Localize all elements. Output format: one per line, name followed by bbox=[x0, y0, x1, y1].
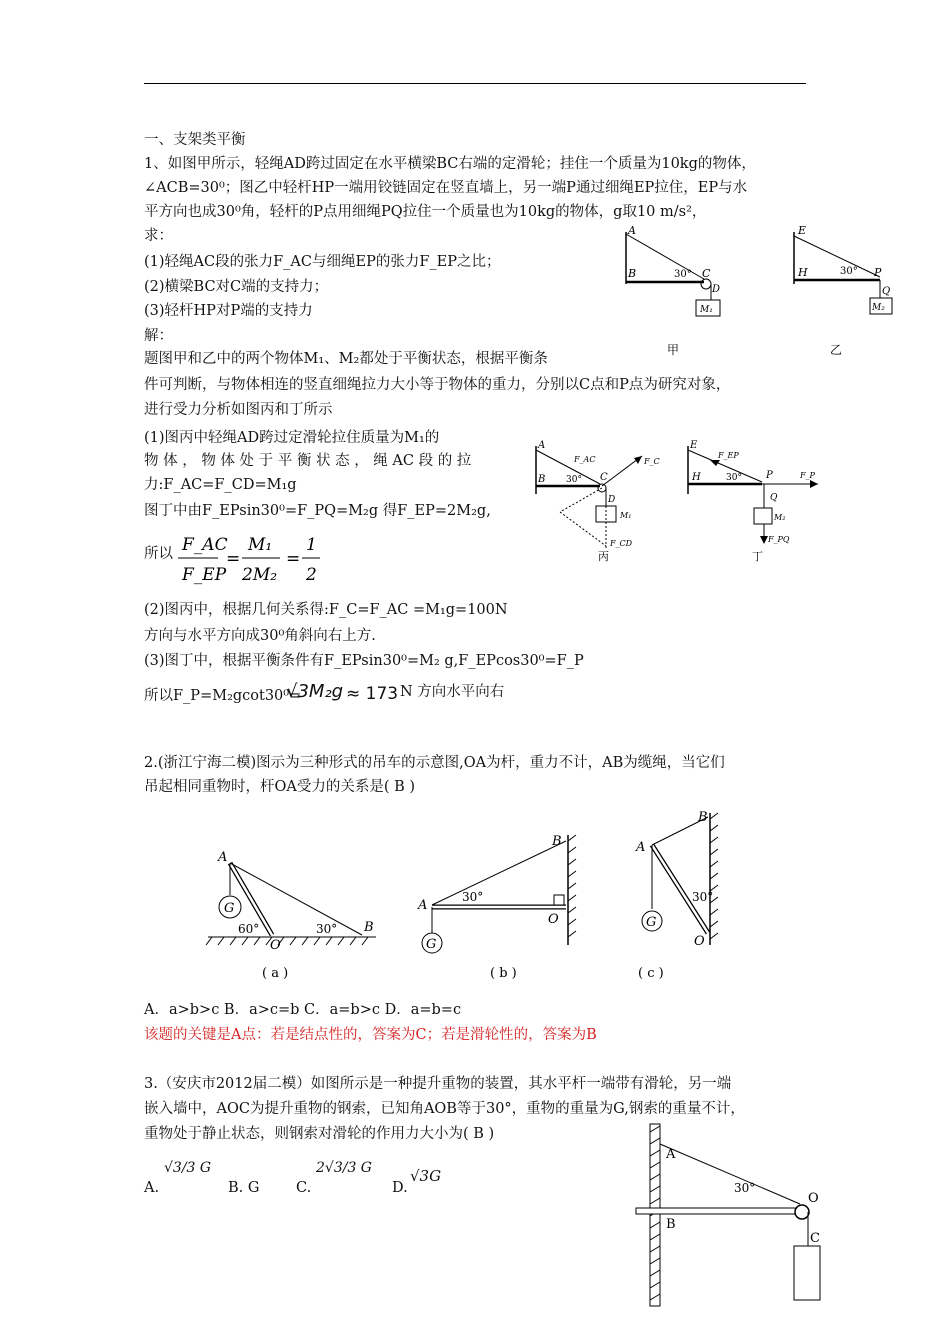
q1-line-1: 1、如图甲所示，轻绳AD跨过固定在水平横梁BC右端的定滑轮；挂住一个质量为10kg的物体， bbox=[144, 156, 756, 172]
svg-text:H: H bbox=[798, 266, 808, 279]
svg-text:甲: 甲 bbox=[667, 343, 680, 357]
frac-eq2: = bbox=[286, 549, 301, 569]
svg-text:B: B bbox=[666, 1217, 676, 1232]
svg-text:30°: 30° bbox=[316, 922, 338, 936]
q1-line-6: (2)横梁BC对C端的支持力； bbox=[144, 279, 329, 295]
svg-text:O: O bbox=[808, 1191, 819, 1206]
svg-text:H: H bbox=[692, 472, 701, 483]
frac-eq1: = bbox=[226, 549, 241, 569]
svg-text:B: B bbox=[552, 834, 562, 849]
q2-line-2: 吊起相同重物时，杆OA受力的关系是( B ) bbox=[144, 779, 416, 795]
svg-text:30°: 30° bbox=[726, 473, 742, 483]
svg-text:( c ): ( c ) bbox=[638, 966, 664, 981]
figure-q2 bbox=[200, 805, 740, 990]
frac-num1: F_AC bbox=[182, 535, 228, 555]
q2-options: A．a>b>c B．a>c=b C．a=b>c D．a=b=c bbox=[144, 1002, 462, 1018]
q1-line-5: (1)轻绳AC段的张力F_AC与细绳EP的张力F_EP之比； bbox=[144, 254, 501, 270]
q3-option-a: A. bbox=[144, 1180, 160, 1196]
q1-line-13: 物 体 ， 物 体 处 于 平 衡 状 态 ， 绳 AC 段 的 拉 bbox=[144, 453, 472, 469]
svg-text:M₁: M₁ bbox=[620, 511, 632, 520]
svg-text:D: D bbox=[608, 495, 616, 505]
q1-line-19: (3)图丁中，根据平衡条件有F_EPsin30⁰=M₂ g,F_EPcos30⁰=F_P bbox=[144, 653, 584, 669]
svg-text:M₁: M₁ bbox=[700, 305, 713, 315]
q3-line-1: 3.（安庆市2012届二模）如图所示是一种提升重物的装置，其水平杆一端带有滑轮，另一端 bbox=[144, 1076, 732, 1092]
q1-line-20: 所以F_P=M₂gcot30⁰= bbox=[144, 688, 302, 704]
svg-text:B: B bbox=[628, 267, 637, 280]
q3-option-b: B. G bbox=[228, 1180, 260, 1196]
q1-line-21: N 方向水平向右 bbox=[400, 684, 505, 700]
figure-jia-yi bbox=[612, 222, 891, 362]
svg-text:A: A bbox=[538, 440, 546, 451]
frac-result-den: 2 bbox=[306, 565, 317, 585]
q1-line-9: 题图甲和乙中的两个物体M₁、M₂都处于平衡状态，根据平衡条 bbox=[144, 351, 548, 367]
svg-text:B: B bbox=[364, 920, 374, 935]
q3-line-3: 重物处于静止状态，则钢索对滑轮的作用力大小为( B ) bbox=[144, 1126, 495, 1142]
svg-text:乙: 乙 bbox=[830, 343, 843, 357]
approx-value: ≈ 173 bbox=[346, 684, 399, 704]
svg-text:F_PQ: F_PQ bbox=[768, 535, 790, 544]
svg-text:E: E bbox=[798, 224, 807, 237]
section-title: 一、支架类平衡 bbox=[144, 132, 246, 148]
q3-option-d-value: √3G bbox=[410, 1167, 442, 1185]
svg-text:( b ): ( b ) bbox=[490, 966, 517, 981]
svg-text:F_AC: F_AC bbox=[574, 455, 596, 464]
svg-text:E: E bbox=[690, 440, 698, 451]
q3-option-a-value: √3/3 G bbox=[164, 1160, 212, 1176]
svg-text:G: G bbox=[646, 915, 657, 930]
header-rule bbox=[144, 83, 806, 84]
svg-text:F_CD: F_CD bbox=[610, 539, 633, 548]
svg-text:F_P: F_P bbox=[800, 471, 815, 480]
svg-text:A: A bbox=[628, 224, 636, 237]
q2-key-note: 该题的关键是A点：若是结点性的，答案为C；若是滑轮性的，答案为B bbox=[144, 1027, 597, 1043]
svg-text:30°: 30° bbox=[462, 890, 484, 904]
q1-line-2: ∠ACB=30⁰；图乙中轻杆HP一端用铰链固定在竖直墙上，另一端P通过细绳EP拉住，EP与水 bbox=[144, 180, 748, 196]
svg-text:Q: Q bbox=[882, 286, 891, 297]
q1-line-4: 求： bbox=[144, 228, 173, 244]
svg-text:Q: Q bbox=[770, 493, 778, 503]
q1-line-8: 解： bbox=[144, 328, 173, 344]
svg-text:G: G bbox=[224, 901, 235, 916]
svg-text:G: G bbox=[426, 937, 437, 952]
q1-line-12: (1)图丙中轻绳AD跨过定滑轮拉住质量为M₁的 bbox=[144, 430, 440, 446]
svg-text:A: A bbox=[418, 898, 428, 913]
q1-line-14: 力:F_AC=F_CD=M₁g bbox=[144, 477, 297, 493]
q3-option-c: C. bbox=[296, 1180, 312, 1196]
svg-text:F_EP: F_EP bbox=[718, 451, 739, 460]
q1-line-10: 件可判断，与物体相连的竖直细绳拉力大小等于物体的重力，分别以C点和P点为研究对象， bbox=[144, 377, 731, 393]
svg-text:( a ): ( a ) bbox=[262, 966, 289, 981]
q1-line-7: (3)轻杆HP对P端的支持力 bbox=[144, 303, 313, 319]
svg-text:M₂: M₂ bbox=[872, 303, 885, 313]
frac-num2: M₁ bbox=[248, 535, 273, 555]
svg-text:30°: 30° bbox=[692, 890, 714, 904]
svg-text:O: O bbox=[548, 912, 559, 927]
q1-line-16: 所以 bbox=[144, 546, 173, 562]
q1-line-3: 平方向也成30⁰角，轻杆的P点用细绳PQ拉住一个质量也为10kg的物体，g取10 m/s²， bbox=[144, 204, 707, 220]
q3-line-2: 嵌入墙中，AOC为提升重物的钢索，已知角AOB等于30°，重物的重量为G,钢索的重量不计， bbox=[144, 1101, 745, 1117]
svg-text:O: O bbox=[270, 938, 281, 953]
svg-text:D: D bbox=[712, 284, 721, 295]
frac-den2: 2M₂ bbox=[242, 565, 278, 585]
figure-bing-ding bbox=[530, 438, 830, 568]
svg-text:C: C bbox=[600, 472, 608, 483]
q3-option-d: D. bbox=[392, 1180, 408, 1196]
svg-text:B: B bbox=[698, 810, 708, 825]
frac-den1: F_EP bbox=[182, 565, 227, 585]
svg-text:60°: 60° bbox=[238, 922, 260, 936]
frac-result-num: 1 bbox=[306, 535, 317, 555]
svg-text:丙: 丙 bbox=[598, 550, 609, 563]
svg-text:F_C: F_C bbox=[644, 457, 660, 466]
fraction-expression bbox=[178, 530, 328, 594]
svg-text:A: A bbox=[636, 840, 646, 855]
q1-line-11: 进行受力分析如图丙和丁所示 bbox=[144, 402, 333, 418]
q3-option-c-value: 2√3/3 G bbox=[316, 1160, 372, 1176]
svg-text:30°: 30° bbox=[734, 1181, 756, 1195]
sqrt-expression: √3M₂g bbox=[286, 681, 344, 702]
q1-line-17: (2)图丙中，根据几何关系得:F_C=F_AC =M₁g=100N bbox=[144, 602, 508, 618]
svg-text:P: P bbox=[874, 266, 882, 279]
q2-line-1: 2.(浙江宁海二模)图示为三种形式的吊车的示意图,OA为杆，重力不计，AB为缆绳，当它们 bbox=[144, 755, 725, 771]
svg-text:B: B bbox=[538, 474, 546, 485]
svg-text:A: A bbox=[218, 850, 228, 865]
q1-line-15: 图丁中由F_EPsin30⁰=F_PQ=M₂g 得F_EP=2M₂g, bbox=[144, 503, 491, 519]
svg-text:30°: 30° bbox=[674, 269, 692, 280]
svg-text:M₂: M₂ bbox=[774, 513, 786, 522]
svg-text:C: C bbox=[810, 1231, 820, 1246]
svg-text:30°: 30° bbox=[840, 266, 858, 277]
q1-line-18: 方向与水平方向成30⁰角斜向右上方. bbox=[144, 628, 376, 644]
figure-q3 bbox=[636, 1124, 836, 1309]
svg-text:丁: 丁 bbox=[752, 550, 763, 563]
svg-text:P: P bbox=[766, 470, 773, 481]
svg-text:O: O bbox=[694, 934, 705, 949]
svg-text:C: C bbox=[702, 267, 711, 280]
svg-text:A: A bbox=[666, 1147, 676, 1162]
svg-text:30°: 30° bbox=[566, 475, 582, 485]
